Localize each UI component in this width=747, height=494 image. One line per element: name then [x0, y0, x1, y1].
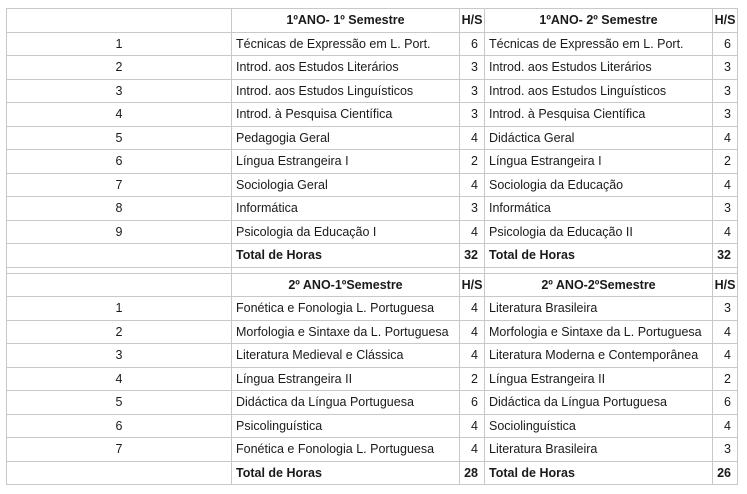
- course-name-sem1: Língua Estrangeira I: [232, 150, 460, 174]
- course-name-sem2: Literatura Moderna e Contemporânea: [485, 344, 713, 368]
- row-number: 6: [7, 150, 232, 174]
- course-name-sem1: Introd. à Pesquisa Científica: [232, 103, 460, 127]
- course-name-sem2: Psicologia da Educação II: [485, 220, 713, 244]
- table-row: [7, 173, 738, 197]
- section-header-row: [7, 273, 738, 297]
- course-name-sem1: Língua Estrangeira II: [232, 367, 460, 391]
- total-hours-sem1: 28: [460, 461, 485, 485]
- hours-sem2: 3: [713, 103, 738, 127]
- course-name-sem2: Sociolinguística: [485, 414, 713, 438]
- table-row: [7, 320, 738, 344]
- course-name-sem1: Introd. aos Estudos Linguísticos: [232, 79, 460, 103]
- hours-sem2: 4: [713, 173, 738, 197]
- hours-sem2: 3: [713, 297, 738, 321]
- hours-sem2: 3: [713, 56, 738, 80]
- table-row: [7, 56, 738, 80]
- row-number: 2: [7, 56, 232, 80]
- semester-2-title: 1ºANO- 2º Semestre: [485, 9, 713, 33]
- hours-sem2: 3: [713, 197, 738, 221]
- hours-sem1: 4: [460, 438, 485, 462]
- hours-sem2: 4: [713, 126, 738, 150]
- total-label-sem2: Total de Horas: [485, 244, 713, 268]
- hours-sem1: 3: [460, 197, 485, 221]
- header-blank-cell: [7, 273, 232, 297]
- table-row: [7, 197, 738, 221]
- hours-sem1: 4: [460, 297, 485, 321]
- row-number: 7: [7, 173, 232, 197]
- hours-sem2: 6: [713, 32, 738, 56]
- total-label-sem1: Total de Horas: [232, 244, 460, 268]
- hours-sem1: 4: [460, 173, 485, 197]
- hs-header: H/S: [460, 273, 485, 297]
- course-name-sem1: Fonética e Fonologia L. Portuguesa: [232, 297, 460, 321]
- course-name-sem2: Sociologia da Educação: [485, 173, 713, 197]
- row-number: 1: [7, 297, 232, 321]
- course-name-sem2: Técnicas de Expressão em L. Port.: [485, 32, 713, 56]
- hours-sem1: 3: [460, 79, 485, 103]
- hs-header: H/S: [713, 273, 738, 297]
- course-name-sem2: Didáctica da Língua Portuguesa: [485, 391, 713, 415]
- course-name-sem2: Literatura Brasileira: [485, 438, 713, 462]
- total-hours-sem1: 32: [460, 244, 485, 268]
- total-row: [7, 244, 738, 268]
- hours-sem2: 2: [713, 150, 738, 174]
- hours-sem2: 3: [713, 438, 738, 462]
- course-name-sem1: Psicologia da Educação I: [232, 220, 460, 244]
- hours-sem1: 2: [460, 150, 485, 174]
- table-row: [7, 297, 738, 321]
- course-name-sem1: Informática: [232, 197, 460, 221]
- row-number: 8: [7, 197, 232, 221]
- hs-header: H/S: [460, 9, 485, 33]
- course-name-sem1: Introd. aos Estudos Literários: [232, 56, 460, 80]
- row-number: 4: [7, 103, 232, 127]
- course-name-sem2: Introd. aos Estudos Literários: [485, 56, 713, 80]
- hours-sem2: 3: [713, 79, 738, 103]
- row-number: 5: [7, 391, 232, 415]
- row-number: 3: [7, 344, 232, 368]
- course-name-sem1: Literatura Medieval e Clássica: [232, 344, 460, 368]
- table-row: [7, 438, 738, 462]
- hours-sem1: 4: [460, 320, 485, 344]
- total-row: [7, 461, 738, 485]
- row-number: 7: [7, 438, 232, 462]
- course-name-sem1: Pedagogia Geral: [232, 126, 460, 150]
- table-row: [7, 414, 738, 438]
- table-row: [7, 367, 738, 391]
- table-row: [7, 79, 738, 103]
- semester-1-title: 2º ANO-1ºSemestre: [232, 273, 460, 297]
- hours-sem1: 4: [460, 344, 485, 368]
- table-row: [7, 103, 738, 127]
- hours-sem2: 4: [713, 344, 738, 368]
- hours-sem1: 4: [460, 126, 485, 150]
- table-row: [7, 391, 738, 415]
- row-number: 5: [7, 126, 232, 150]
- hours-sem1: 6: [460, 32, 485, 56]
- course-name-sem1: Psicolinguística: [232, 414, 460, 438]
- hours-sem1: 6: [460, 391, 485, 415]
- hours-sem1: 3: [460, 56, 485, 80]
- hs-header: H/S: [713, 9, 738, 33]
- hours-sem1: 2: [460, 367, 485, 391]
- row-number: 4: [7, 367, 232, 391]
- hours-sem2: 6: [713, 391, 738, 415]
- course-name-sem2: Literatura Brasileira: [485, 297, 713, 321]
- course-name-sem1: Didáctica da Língua Portuguesa: [232, 391, 460, 415]
- total-blank-cell: [7, 244, 232, 268]
- row-number: 9: [7, 220, 232, 244]
- course-name-sem1: Morfologia e Sintaxe da L. Portuguesa: [232, 320, 460, 344]
- total-hours-sem2: 26: [713, 461, 738, 485]
- total-label-sem2: Total de Horas: [485, 461, 713, 485]
- curriculum-table: [6, 8, 738, 485]
- hours-sem2: 4: [713, 414, 738, 438]
- semester-1-title: 1ºANO- 1º Semestre: [232, 9, 460, 33]
- table-row: [7, 220, 738, 244]
- hours-sem1: 3: [460, 103, 485, 127]
- semester-2-title: 2º ANO-2ºSemestre: [485, 273, 713, 297]
- total-blank-cell: [7, 461, 232, 485]
- course-name-sem2: Introd. à Pesquisa Científica: [485, 103, 713, 127]
- course-name-sem2: Introd. aos Estudos Linguísticos: [485, 79, 713, 103]
- header-blank-cell: [7, 9, 232, 33]
- hours-sem1: 4: [460, 220, 485, 244]
- course-name-sem2: Didáctica Geral: [485, 126, 713, 150]
- total-label-sem1: Total de Horas: [232, 461, 460, 485]
- row-number: 3: [7, 79, 232, 103]
- course-name-sem2: Língua Estrangeira I: [485, 150, 713, 174]
- table-row: [7, 32, 738, 56]
- hours-sem2: 4: [713, 220, 738, 244]
- course-name-sem1: Fonética e Fonologia L. Portuguesa: [232, 438, 460, 462]
- row-number: 2: [7, 320, 232, 344]
- course-name-sem2: Morfologia e Sintaxe da L. Portuguesa: [485, 320, 713, 344]
- course-name-sem2: Informática: [485, 197, 713, 221]
- hours-sem2: 2: [713, 367, 738, 391]
- course-name-sem1: Técnicas de Expressão em L. Port.: [232, 32, 460, 56]
- table-row: [7, 344, 738, 368]
- hours-sem2: 4: [713, 320, 738, 344]
- course-name-sem1: Sociologia Geral: [232, 173, 460, 197]
- row-number: 1: [7, 32, 232, 56]
- hours-sem1: 4: [460, 414, 485, 438]
- total-hours-sem2: 32: [713, 244, 738, 268]
- section-header-row: [7, 9, 738, 33]
- course-name-sem2: Língua Estrangeira II: [485, 367, 713, 391]
- table-row: [7, 126, 738, 150]
- row-number: 6: [7, 414, 232, 438]
- table-row: [7, 150, 738, 174]
